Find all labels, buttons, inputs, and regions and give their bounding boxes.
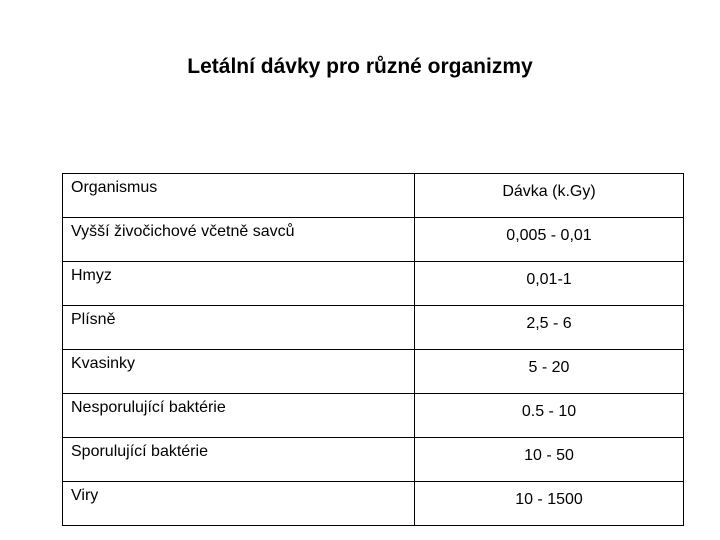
- page-title: Letální dávky pro různé organizmy: [187, 55, 533, 78]
- organism-cell: Hmyz: [63, 262, 415, 306]
- dose-cell: 2,5 - 6: [415, 306, 684, 350]
- lethal-dose-table: [62, 173, 684, 526]
- table-row: [63, 394, 684, 438]
- organism-cell: Vyšší živočichové včetně savců: [63, 218, 415, 262]
- dose-cell: 0,01-1: [415, 262, 684, 306]
- header-organism: Organismus: [63, 174, 415, 218]
- table-header-row: [63, 174, 684, 218]
- organism-cell: Nesporulující baktérie: [63, 394, 415, 438]
- table-row: [63, 482, 684, 526]
- table-row: [63, 438, 684, 482]
- table-row: [63, 350, 684, 394]
- table-row: [63, 306, 684, 350]
- dose-cell: 5 - 20: [415, 350, 684, 394]
- table-row: [63, 262, 684, 306]
- dose-cell: 0,005 - 0,01: [415, 218, 684, 262]
- dose-cell: 10 - 1500: [415, 482, 684, 526]
- organism-cell: Plísně: [63, 306, 415, 350]
- table-row: [63, 218, 684, 262]
- organism-cell: Kvasinky: [63, 350, 415, 394]
- organism-cell: Viry: [63, 482, 415, 526]
- header-dose: Dávka (k.Gy): [415, 174, 684, 218]
- organism-cell: Sporulující baktérie: [63, 438, 415, 482]
- dose-cell: 10 - 50: [415, 438, 684, 482]
- dose-cell: 0.5 - 10: [415, 394, 684, 438]
